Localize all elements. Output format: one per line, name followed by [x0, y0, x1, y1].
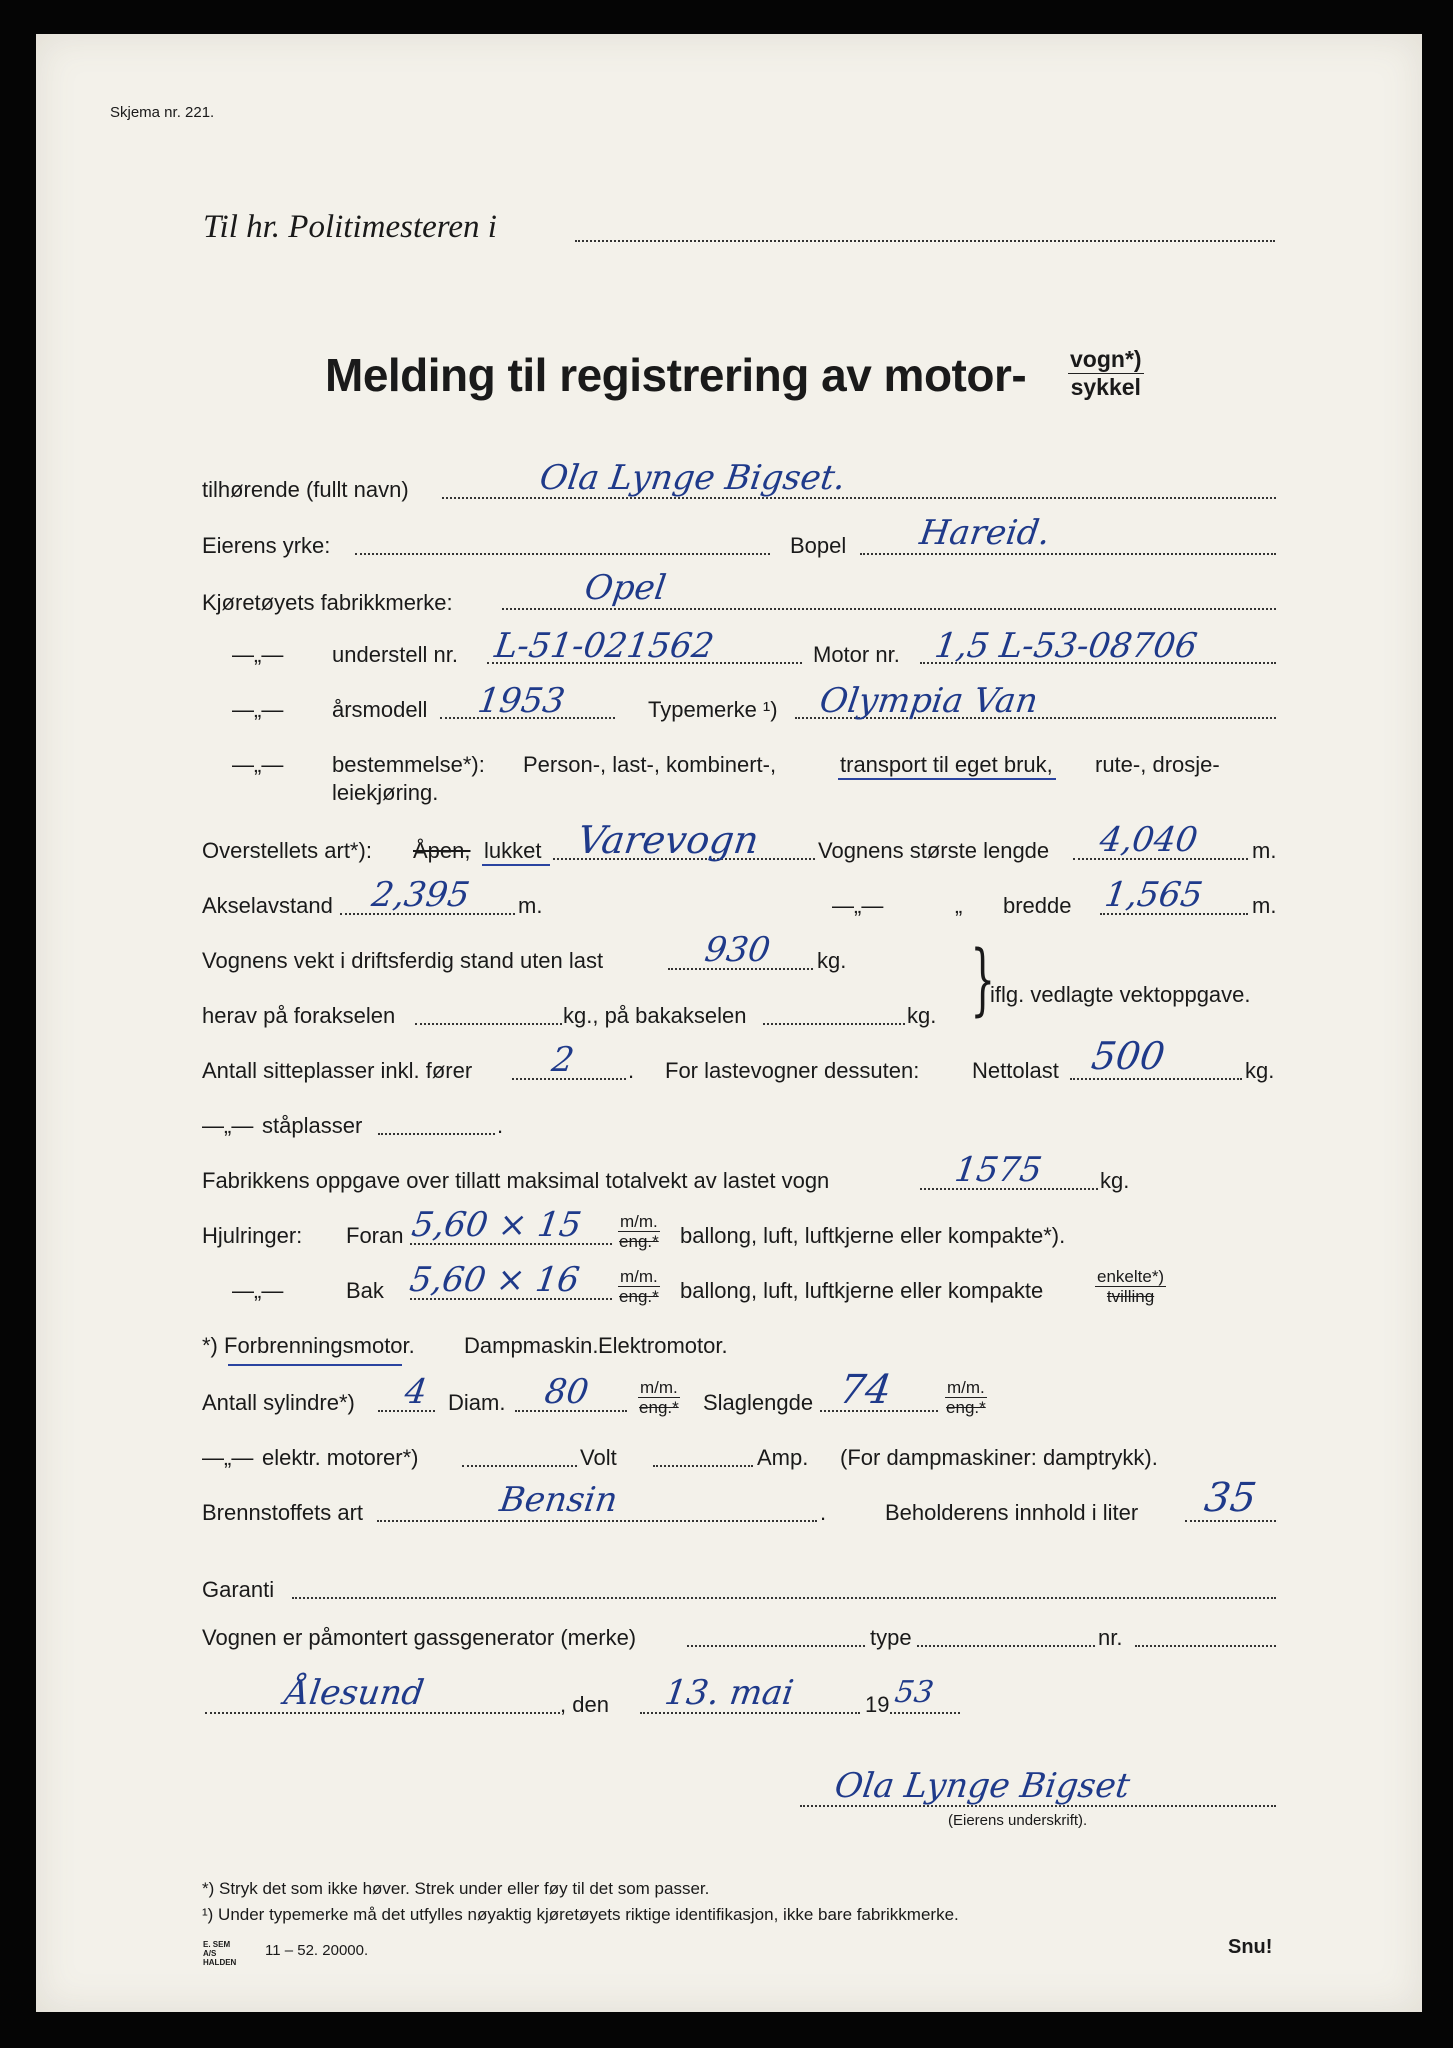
- label-front: Foran: [346, 1223, 404, 1248]
- label-diam: Diam.: [448, 1390, 506, 1415]
- stroke-unit-fraction: [945, 1378, 987, 1417]
- nr-line: [1135, 1645, 1276, 1647]
- unit-kg-3: kg.: [1245, 1058, 1275, 1083]
- weight-brace: }: [970, 935, 996, 1025]
- rear-tire-types: ballong, luft, luftkjerne eller kompakte: [680, 1278, 1044, 1303]
- gas-gen-line: [687, 1645, 865, 1647]
- twin-option: tvilling: [1106, 1287, 1155, 1306]
- label-max-total: Fabrikkens oppgave over tillatt maksimal totalvekt av lastet vogn: [202, 1168, 830, 1193]
- label-weight: Vognens vekt i driftsferdig stand uten last: [202, 948, 604, 973]
- purpose-options-1: Person-, last-, kombinert-,: [523, 752, 777, 777]
- value-stroke: 74: [836, 1367, 895, 1413]
- weight-note: iflg. vedlagte vektoppgave.: [990, 982, 1251, 1007]
- label-fuel: Brennstoffets art: [202, 1500, 364, 1525]
- dash-7: —„—: [202, 1445, 254, 1470]
- rear-axle-line: [763, 1023, 905, 1025]
- form-title: Melding til registrering av motor-: [325, 349, 1027, 401]
- front-tire-types: ballong, luft, luftkjerne eller kompakte*).: [680, 1223, 1066, 1248]
- label-standing: ståplasser: [262, 1113, 363, 1138]
- label-cylinders: Antall sylindre*): [202, 1390, 355, 1415]
- seats-period: .: [628, 1058, 635, 1083]
- print-code: 11 – 52. 20000.: [265, 1942, 369, 1959]
- dash-4: —„—: [832, 893, 884, 918]
- signature-label: (Eierens underskrift).: [948, 1812, 1088, 1829]
- label-amp: Amp.: [757, 1445, 809, 1470]
- label-electric: elektr. motorer*): [262, 1445, 419, 1470]
- combustion-underline: [228, 1364, 402, 1366]
- fuel-period: .: [820, 1500, 827, 1525]
- diam-unit-eng: eng.*: [639, 1398, 679, 1417]
- stroke-unit-eng: eng.*: [946, 1398, 986, 1417]
- single-twin-fraction: [1095, 1267, 1166, 1306]
- body-open: Åpen,: [413, 838, 471, 863]
- label-make: Kjøretøyets fabrikkmerke:: [202, 590, 453, 615]
- label-tank: Beholderens innhold i liter: [885, 1500, 1139, 1525]
- rear-unit-fraction: [618, 1267, 660, 1306]
- value-type-mark: Olympia Van: [817, 681, 1041, 721]
- label-body-type: Overstellets art*):: [202, 838, 372, 863]
- front-unit-mm: m/m.: [620, 1212, 658, 1231]
- value-width: 1,565: [1102, 875, 1206, 915]
- standing-period: .: [497, 1113, 504, 1138]
- value-fuel: Bensin: [497, 1480, 621, 1520]
- value-max-total: 1575: [952, 1150, 1045, 1190]
- unit-m-3: m.: [1252, 893, 1277, 918]
- front-axle-line: [415, 1023, 562, 1025]
- electric-line: [462, 1465, 577, 1467]
- label-guarantee: Garanti: [202, 1577, 275, 1602]
- label-rear: Bak: [346, 1278, 384, 1303]
- quote-mark: „: [955, 893, 963, 918]
- label-type-mark: Typemerke ¹): [648, 697, 778, 722]
- label-purpose: bestemmelse*):: [332, 752, 485, 777]
- value-make: Opel: [582, 568, 669, 608]
- label-front-axle: herav på forakselen: [202, 1003, 396, 1028]
- label-wheelbase: Akselavstand: [202, 893, 333, 918]
- body-closed: lukket: [484, 838, 542, 863]
- make-line: [502, 608, 1276, 610]
- form-number: Skjema nr. 221.: [110, 104, 215, 121]
- occupation-line: [355, 553, 770, 555]
- addressee-line: [575, 240, 1275, 242]
- label-cargo: For lastevogner dessuten:: [665, 1058, 920, 1083]
- label-stroke: Slaglengde: [703, 1390, 814, 1415]
- dash-1: —„—: [232, 642, 284, 667]
- value-front-tire: 5,60 × 15: [409, 1205, 584, 1245]
- signature: Ola Lynge Bigset: [832, 1766, 1133, 1806]
- residence-line: [860, 553, 1276, 555]
- label-den: , den: [560, 1692, 609, 1717]
- stroke-unit-mm: m/m.: [947, 1378, 985, 1397]
- label-steam: (For dampmaskiner: damptrykk).: [840, 1445, 1158, 1470]
- printer-mark: E. SEM A/S HALDEN: [203, 1940, 237, 1967]
- addressee: Til hr. Politimesteren i: [203, 209, 497, 245]
- front-unit-eng: eng.*: [619, 1232, 659, 1251]
- unit-kg-1: kg.: [817, 948, 847, 973]
- label-max-length: Vognens største lengde: [818, 838, 1050, 863]
- purpose-options-3: leiekjøring.: [332, 780, 439, 805]
- dash-3: —„—: [232, 752, 284, 777]
- turn-over: Snu!: [1228, 1936, 1273, 1958]
- transport-underline: [838, 778, 1056, 780]
- label-volt: Volt: [580, 1445, 617, 1470]
- value-diam: 80: [542, 1372, 592, 1412]
- purpose-transport: transport til eget bruk,: [840, 752, 1053, 777]
- value-seats: 2: [549, 1040, 577, 1080]
- value-rear-tire: 5,60 × 16: [407, 1260, 582, 1300]
- label-motor-nr: Motor nr.: [813, 642, 900, 667]
- value-weight: 930: [702, 930, 773, 970]
- value-net-load: 500: [1088, 1034, 1168, 1078]
- unit-kg-4: kg.: [1100, 1168, 1130, 1193]
- title-frac-bottom: sykkel: [1070, 374, 1141, 400]
- guarantee-line: [292, 1597, 1276, 1599]
- year-line: [890, 1712, 960, 1714]
- dash-5: —„—: [202, 1113, 254, 1138]
- single-option: enkelte*): [1097, 1267, 1165, 1286]
- label-type: type: [870, 1625, 912, 1650]
- value-place: Ålesund: [282, 1673, 427, 1713]
- year-prefix: 19: [865, 1692, 890, 1717]
- motor-kind-combustion: *) Forbrenningsmotor.: [202, 1333, 415, 1358]
- motor-kind-electric: Elektromotor.: [598, 1333, 728, 1358]
- value-cylinders: 4: [402, 1372, 430, 1412]
- rear-unit-eng: eng.*: [619, 1287, 659, 1306]
- value-residence: Hareid.: [917, 513, 1053, 553]
- diam-unit-fraction: [638, 1378, 680, 1417]
- value-owner: Ola Lynge Bigset.: [537, 458, 849, 498]
- label-model-year: årsmodell: [332, 697, 428, 722]
- standing-line: [378, 1133, 495, 1135]
- value-wheelbase: 2,395: [369, 875, 473, 915]
- value-motor-nr: 1,5 L-53-08706: [932, 626, 1200, 666]
- type-line: [917, 1645, 1095, 1647]
- label-tires: Hjulringer:: [202, 1223, 303, 1248]
- label-occupation: Eierens yrke:: [202, 533, 331, 558]
- label-residence: Bopel: [790, 533, 847, 558]
- title-fraction: [1068, 346, 1144, 401]
- value-body: Varevogn: [574, 818, 762, 862]
- purpose-options-2: rute-, drosje-: [1095, 752, 1220, 777]
- value-model-year: 1953: [475, 681, 568, 721]
- fuel-line: [377, 1520, 817, 1522]
- label-nr: nr.: [1098, 1625, 1123, 1650]
- dash-2: —„—: [232, 697, 284, 722]
- title-frac-top: vogn*): [1070, 346, 1142, 372]
- motor-kind-steam: Dampmaskin.: [464, 1333, 599, 1358]
- net-load-line: [1070, 1078, 1242, 1080]
- label-seats: Antall sitteplasser inkl. fører: [202, 1058, 473, 1083]
- closed-underline: [482, 864, 550, 866]
- value-max-length: 4,040: [1097, 820, 1201, 860]
- rear-unit-mm: m/m.: [620, 1267, 658, 1286]
- label-owner: tilhørende (fullt navn): [202, 477, 409, 502]
- label-chassis: understell nr.: [332, 642, 458, 667]
- footnote-2: ¹) Under typemerke må det utfylles nøyaktig kjøretøyets riktige identifikasjon, ikke bare fabrikkmerke.: [202, 1905, 959, 1924]
- footnote-1: *) Stryk det som ikke høver. Strek under eller føy til det som passer.: [202, 1879, 710, 1898]
- diam-unit-mm: m/m.: [640, 1378, 678, 1397]
- label-rear-axle: kg., på bakakselen: [563, 1003, 747, 1028]
- value-date: 13. mai: [662, 1673, 797, 1713]
- value-chassis: L-51-021562: [492, 626, 717, 666]
- value-tank: 35: [1201, 1475, 1260, 1521]
- label-net-load: Nettolast: [972, 1058, 1059, 1083]
- unit-m-2: m.: [518, 893, 543, 918]
- front-unit-fraction: [618, 1212, 660, 1251]
- label-width: bredde: [1003, 893, 1072, 918]
- value-year-suffix: 53: [892, 1675, 936, 1710]
- unit-m-1: m.: [1252, 838, 1277, 863]
- label-gas-gen: Vognen er påmontert gassgenerator (merke): [202, 1625, 637, 1650]
- unit-kg-2: kg.: [907, 1003, 937, 1028]
- volt-line: [653, 1465, 753, 1467]
- dash-6: —„—: [232, 1278, 284, 1303]
